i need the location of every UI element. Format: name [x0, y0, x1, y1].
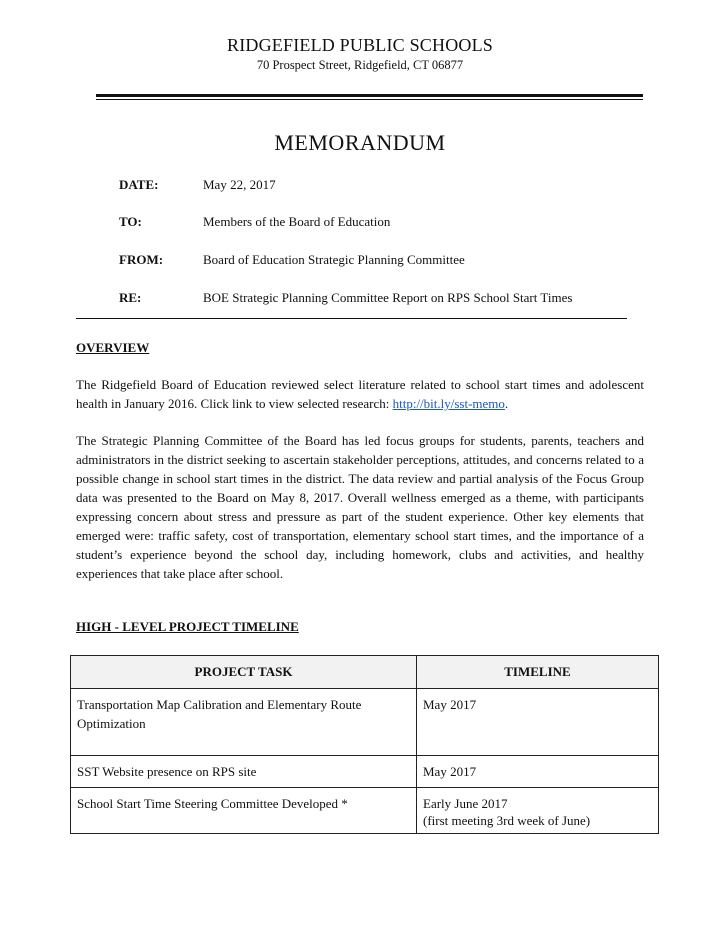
- memo-field-to: [119, 214, 390, 230]
- letterhead-rule-thick: [96, 94, 643, 97]
- timeline-value: Early June 2017: [423, 796, 508, 811]
- organization-address: 70 Prospect Street, Ridgefield, CT 06877: [256, 58, 464, 72]
- memo-title: MEMORANDUM: [274, 130, 446, 155]
- letterhead: [0, 34, 720, 74]
- memo-field-label: TO:: [119, 214, 142, 229]
- organization-name: RIDGEFIELD PUBLIC SCHOOLS: [226, 35, 494, 55]
- memo-field-label: RE:: [119, 290, 142, 305]
- memo-field-from: [119, 252, 465, 268]
- column-header-task: PROJECT TASK: [71, 656, 417, 689]
- letterhead-rule-thin: [96, 99, 643, 100]
- column-header-timeline: TIMELINE: [417, 656, 659, 689]
- research-link[interactable]: http://bit.ly/sst-memo: [392, 396, 505, 411]
- memo-field-value: May 22, 2017: [203, 177, 276, 192]
- task-cell: School Start Time Steering Committee Developed *: [71, 788, 417, 834]
- memo-field-value: Board of Education Strategic Planning Committee: [203, 252, 465, 267]
- timeline-value: May 2017: [423, 764, 477, 779]
- table-row: [71, 689, 659, 756]
- timeline-heading: HIGH - LEVEL PROJECT TIMELINE: [76, 619, 299, 634]
- overview-heading: OVERVIEW: [76, 340, 150, 355]
- timeline-cell: [417, 756, 659, 788]
- timeline-note: (first meeting 3rd week of June): [423, 813, 591, 828]
- timeline-cell: [417, 689, 659, 756]
- task-cell: SST Website presence on RPS site: [71, 756, 417, 788]
- memo-header-divider: [76, 318, 627, 319]
- overview-paragraph-1: [76, 375, 644, 413]
- memo-field-value: BOE Strategic Planning Committee Report on RPS School Start Times: [203, 290, 573, 305]
- timeline-cell: [417, 788, 659, 834]
- table-row: [71, 788, 659, 834]
- memo-field-value: Members of the Board of Education: [203, 214, 391, 229]
- overview-paragraph-1-end: .: [504, 396, 509, 411]
- overview-paragraph-1-text: The Ridgefield Board of Education reviewed select literature related to school start times and adolescent health in January 2016. Click link to view selected research:: [76, 377, 644, 411]
- memo-field-label: FROM:: [119, 252, 164, 267]
- timeline-value: May 2017: [423, 697, 477, 712]
- table-header-row: [71, 656, 659, 689]
- timeline-table: [70, 655, 659, 834]
- task-cell: Transportation Map Calibration and Elementary Route Optimization: [71, 689, 417, 756]
- table-row: [71, 756, 659, 788]
- memo-field-label: DATE:: [119, 177, 159, 192]
- memo-field-re: [119, 290, 572, 306]
- memo-field-date: [119, 177, 276, 193]
- overview-paragraph-2: The Strategic Planning Committee of the Board has led focus groups for students, parents, teachers and administrators in the district seeking to ascertain stakeholder perceptions, attitudes, and concerns related to a possible change in school start times in the district. The data review and partial analysis of the Focus Group data was presented to the Board on May 8, 2017. Overall wellness emerged as a theme, with participants expressing concern about stress and pressure as part of the student experience. Other key elements that emerged were: traffic safety, cost of transportation, elementary school start times, and the importance of a student’s experience beyond the school day, including homework, clubs and activities, and healthy experiences that take place after school.: [76, 433, 644, 581]
